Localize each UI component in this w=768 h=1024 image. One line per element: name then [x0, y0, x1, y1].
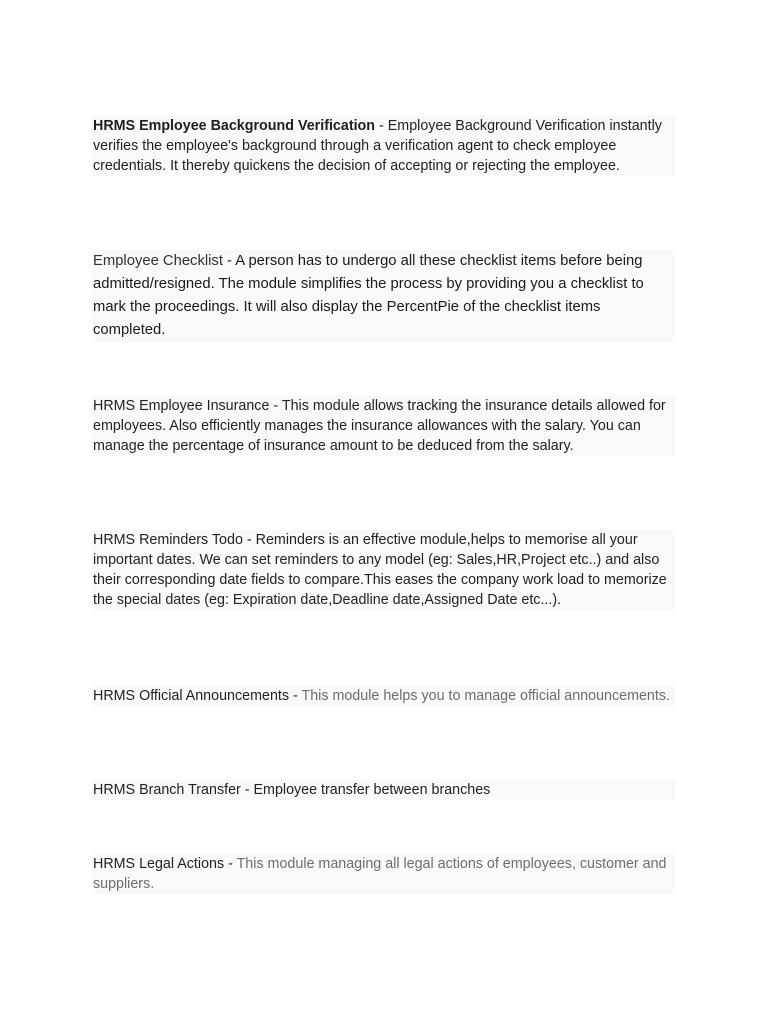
section-body: Employee Background Verification instantly verifies the employee's background through a verification agent to check employee credentials. It thereby quickens the decision of accepting or rejecting the employee. [93, 118, 662, 174]
section-reminders-todo [92, 530, 675, 610]
section-body: Employee transfer between branches [253, 782, 491, 798]
section-separator: - [269, 398, 282, 414]
section-body: This module allows tracking the insurance details allowed for employees. Also efficiently manages the insurance allowances with the salary. You can manage the percentage of insurance amount to be deduced from the salary. [93, 398, 666, 454]
section-separator: - [222, 253, 236, 269]
section-title: HRMS Legal Actions [93, 856, 225, 872]
section-title: HRMS Employee Insurance [93, 398, 270, 414]
section-body: A person has to undergo all these checklist items before being admitted/resigned. The module simplifies the process by providing you a checklist to mark the proceedings. It will also display the PercentPie of the checklist items completed. [93, 253, 644, 338]
section-separator: - [242, 532, 256, 548]
section-separator: - [375, 118, 388, 134]
section-official-announcements [92, 686, 675, 706]
section-separator: - [240, 782, 254, 798]
section-separator: - [224, 856, 237, 872]
section-title: HRMS Official Announcements [93, 688, 290, 704]
section-body: Reminders is an effective module,helps to memorise all your important dates. We can set reminders to any model (eg: Sales,HR,Project etc..) and also their corresponding date fields to compare.This eases the company work load to memorize the special dates (eg: Expiration date,Deadline date,Assigned Date etc...). [93, 532, 667, 608]
section-body: This module helps you to manage official announcements. [301, 688, 670, 704]
section-title: HRMS Employee Background Verification [93, 118, 376, 134]
section-body: This module managing all legal actions of employees, customer and suppliers. [93, 856, 667, 892]
section-employee-checklist [92, 250, 675, 342]
section-legal-actions [92, 854, 675, 894]
section-employee-insurance [92, 396, 675, 456]
section-background-verification [92, 116, 675, 176]
section-branch-transfer [92, 780, 675, 800]
section-title: HRMS Reminders Todo [93, 532, 243, 548]
section-title: HRMS Branch Transfer [93, 782, 241, 798]
section-separator: - [289, 688, 302, 704]
section-title: Employee Checklist [93, 253, 223, 269]
